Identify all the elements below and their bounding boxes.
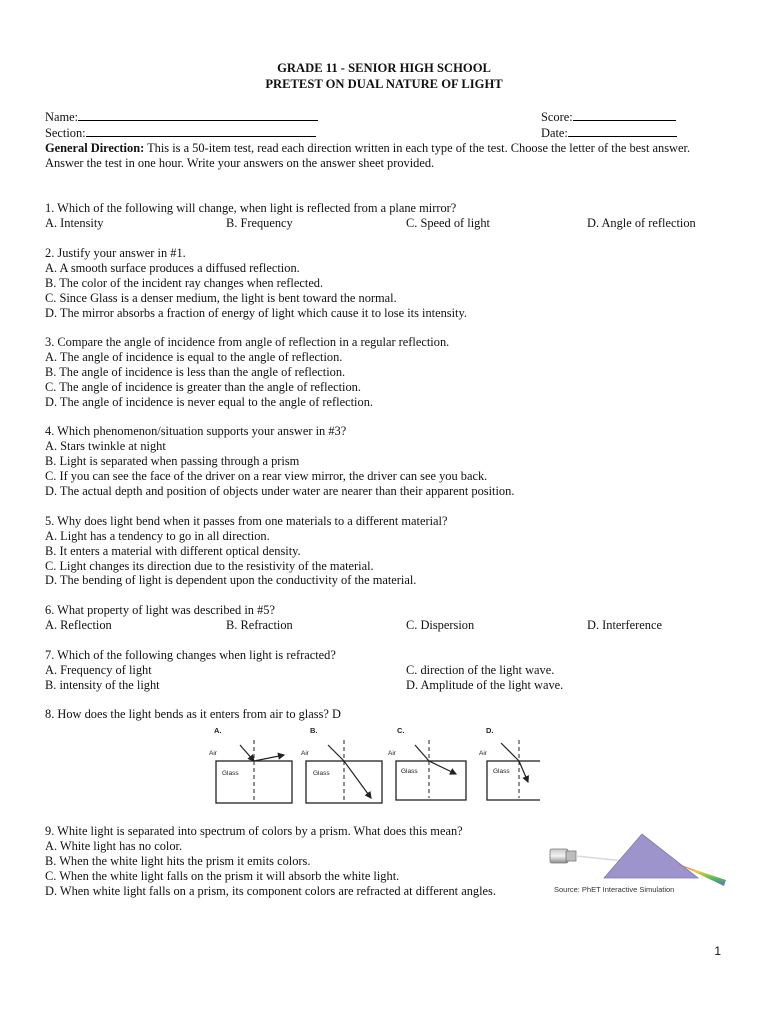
q5-option-b: B. It enters a material with different optical density. — [45, 544, 301, 558]
q4-option-b: B. Light is separated when passing through a prism — [45, 454, 300, 468]
diagram-c-incident-ray — [415, 745, 429, 761]
score-field — [541, 109, 676, 125]
name-field — [45, 109, 318, 125]
diagram-d-incident-ray — [501, 743, 519, 761]
general-direction — [45, 141, 690, 156]
header-grade: GRADE 11 - SENIOR HIGH SCHOOL — [277, 61, 491, 75]
diagram-b-letter: B. — [310, 726, 318, 735]
diagram-d-refracted-ray — [519, 761, 528, 782]
diagram-d-glass-label: Glass — [493, 768, 510, 775]
q4-stem: 4. Which phenomenon/situation supports your answer in #3? — [45, 424, 347, 438]
q7-option-a: A. Frequency of light — [45, 663, 152, 677]
date-line — [568, 125, 677, 137]
q8-stem: 8. How does the light bends as it enters from air to glass? D — [45, 707, 341, 721]
diagram-d — [479, 726, 540, 800]
prism-source-caption: Source: PhET Interactive Simulation — [554, 885, 675, 894]
flashlight-head — [566, 851, 576, 861]
date-field — [541, 125, 677, 141]
q6-option-d: D. Interference — [587, 618, 662, 632]
direction-label: General Direction: — [45, 141, 145, 155]
diagram-b-glass-label: Glass — [313, 770, 330, 777]
page-number: 1 — [714, 944, 721, 958]
q3-option-a: A. The angle of incidence is equal to the angle of reflection. — [45, 350, 343, 364]
q9-stem: 9. White light is separated into spectrum of colors by a prism. What does this mean? — [45, 824, 463, 838]
q6-option-c: C. Dispersion — [406, 618, 475, 632]
q3-stem: 3. Compare the angle of incidence from angle of reflection in a regular reflection. — [45, 335, 450, 349]
diagram-a-refracted-ray — [254, 755, 284, 761]
diagram-a-glass-label: Glass — [222, 770, 239, 777]
diagram-a-letter: A. — [214, 726, 222, 735]
q2-option-d: D. The mirror absorbs a fraction of energy of light which cause it to lose its intensity. — [45, 306, 467, 320]
q1-option-a: A. Intensity — [45, 216, 104, 230]
q3-option-b: B. The angle of incidence is less than the angle of reflection. — [45, 365, 346, 379]
section-line — [86, 125, 316, 137]
q2-stem: 2. Justify your answer in #1. — [45, 246, 186, 260]
header-test-title: PRETEST ON DUAL NATURE OF LIGHT — [265, 77, 503, 91]
direction-text-2: Answer the test in one hour. Write your answers on the answer sheet provided. — [45, 156, 435, 170]
diagram-b — [301, 726, 382, 803]
diagram-d-glass-block — [487, 761, 540, 800]
diagram-c-air-label: Air — [388, 750, 396, 757]
date-label: Date: — [541, 126, 568, 140]
q7-stem: 7. Which of the following changes when light is refracted? — [45, 648, 336, 662]
q5-option-a: A. Light has a tendency to go in all direction. — [45, 529, 270, 543]
diagram-b-air-label: Air — [301, 750, 309, 757]
section-label: Section: — [45, 126, 86, 140]
score-label: Score: — [541, 110, 573, 124]
diagram-a-incident-ray — [240, 745, 254, 761]
diagram-b-incident-ray — [328, 745, 344, 761]
q1-option-c: C. Speed of light — [406, 216, 490, 230]
diagram-c-letter: C. — [397, 726, 405, 735]
diagram-c-glass-label: Glass — [401, 768, 418, 775]
q5-stem: 5. Why does light bend when it passes from one materials to a different material? — [45, 514, 448, 528]
diagram-a — [209, 726, 292, 803]
prism — [604, 834, 698, 878]
diagram-d-letter: D. — [486, 726, 494, 735]
q2-option-c: C. Since Glass is a denser medium, the light is bent toward the normal. — [45, 291, 397, 305]
q5-option-c: C. Light changes its direction due to the resistivity of the material. — [45, 559, 374, 573]
q1-option-d: D. Angle of reflection — [587, 216, 696, 230]
score-line — [573, 109, 676, 121]
q4-option-c: C. If you can see the face of the driver on a rear view mirror, the driver can see you back. — [45, 469, 488, 483]
q5-option-d: D. The bending of light is dependent upon the conductivity of the material. — [45, 573, 417, 587]
q7-option-c: C. direction of the light wave. — [406, 663, 555, 677]
q1-stem: 1. Which of the following will change, when light is reflected from a plane mirror? — [45, 201, 457, 215]
diagram-d-air-label: Air — [479, 750, 487, 757]
q7-option-d: D. Amplitude of the light wave. — [406, 678, 564, 692]
q6-option-a: A. Reflection — [45, 618, 112, 632]
q6-stem: 6. What property of light was described in #5? — [45, 603, 275, 617]
direction-text: This is a 50-item test, read each direction written in each type of the test. Choose the letter of the best answer. — [144, 141, 691, 155]
name-label: Name: — [45, 110, 79, 124]
q6-option-b: B. Refraction — [226, 618, 293, 632]
q1-option-b: B. Frequency — [226, 216, 293, 230]
q9-option-b: B. When the white light hits the prism it emits colors. — [45, 854, 311, 868]
q2-option-a: A. A smooth surface produces a diffused reflection. — [45, 261, 300, 275]
flashlight-body — [550, 849, 568, 863]
diagram-a-air-label: Air — [209, 750, 217, 757]
diagram-c-glass-block — [396, 761, 466, 800]
prism-illustration — [548, 828, 730, 896]
section-field — [45, 125, 316, 141]
q3-option-c: C. The angle of incidence is greater than the angle of reflection. — [45, 380, 361, 394]
diagram-b-refracted-ray — [344, 761, 371, 798]
q4-option-a: A. Stars twinkle at night — [45, 439, 166, 453]
q9-option-c: C. When the white light falls on the prism it will absorb the white light. — [45, 869, 400, 883]
q7-option-b: B. intensity of the light — [45, 678, 160, 692]
q3-option-d: D. The angle of incidence is never equal to the angle of reflection. — [45, 395, 373, 409]
q4-option-d: D. The actual depth and position of objects under water are nearer than their apparent position. — [45, 484, 515, 498]
diagram-c-refracted-ray — [429, 761, 456, 774]
diagram-c — [388, 726, 466, 800]
refraction-diagrams — [200, 720, 540, 810]
q9-option-d: D. When white light falls on a prism, its component colors are refracted at different angles. — [45, 884, 496, 898]
q2-option-b: B. The color of the incident ray changes when reflected. — [45, 276, 324, 290]
q9-option-a: A. White light has no color. — [45, 839, 183, 853]
name-line — [78, 109, 318, 121]
